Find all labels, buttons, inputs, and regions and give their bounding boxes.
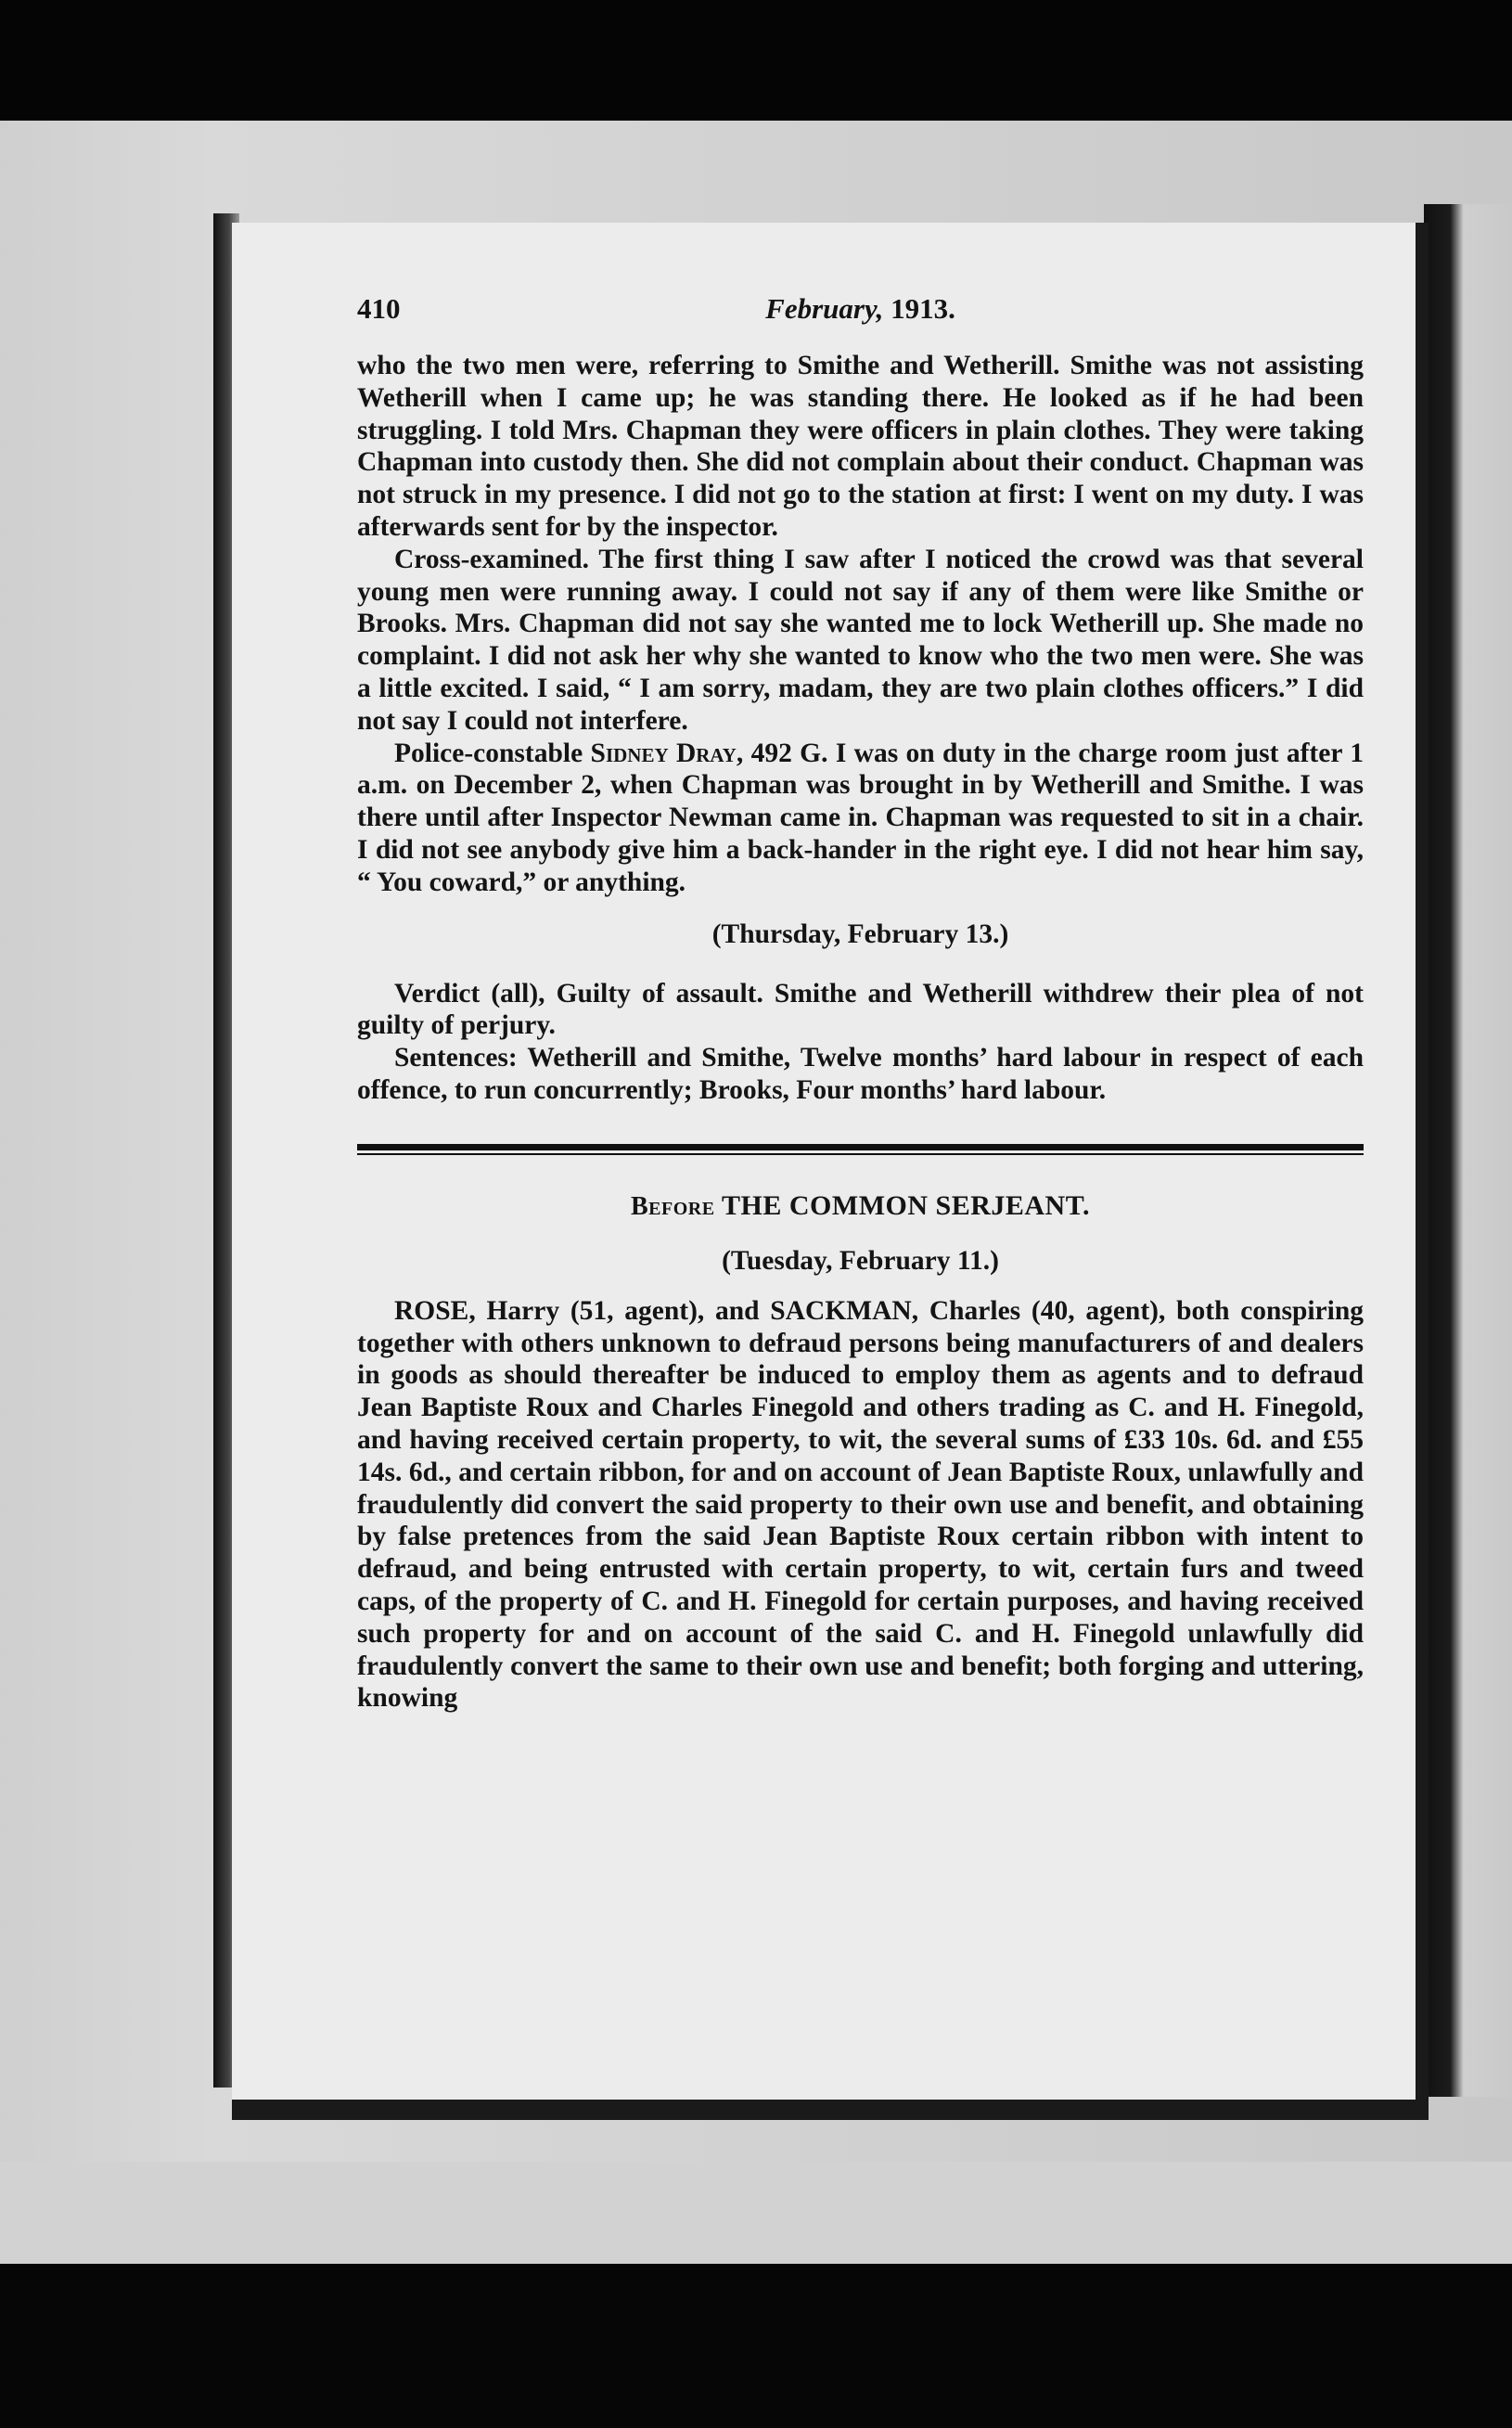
paragraph-cross-examined: Cross-examined. The first thing I saw after I noticed the crowd was that several young men were running away. I could not say if any of them were like Smithe or Brooks. Mrs. Chapman did not say she wanted me to lock Wetherill up. She made no complaint. I did not ask her why she wanted to know who the two men were. She was a little excited. I said, “ I am sorry, madam, they are two plain clothes officers.” I did not say I could not interfere.: [357, 544, 1364, 736]
date-heading-thursday: (Thursday, February 13.): [711, 919, 1009, 949]
court-heading-prefix: Before: [630, 1191, 715, 1221]
paragraph-charge: [357, 1295, 1364, 1715]
court-heading-title: THE COMMON SERJEANT.: [714, 1189, 1090, 1221]
book-page: [232, 223, 1429, 2120]
page-content: [357, 292, 1364, 1715]
paragraph-continued: who the two men were, referring to Smithe and Wetherill. Smithe was not assisting Wetherill when I came up; he was standing there. He looked as if he had been struggling. I told Mrs. Chapman they were officers in plain clothes. They were taking Chapman into custody then. She did not complain about their conduct. Chapman was not struck in my presence. I did not go to the station at first: I went on my duty. I was afterwards sent for by the inspector.: [357, 351, 1364, 542]
witness-name: Sidney Dray: [590, 738, 737, 768]
paragraph-dray-testimony: [357, 738, 1364, 899]
dray-text: , 492 G. I was on duty in the charge room just after 1 a.m. on December 2, when Chapman was brought in by Wetherill and Smithe. I was there until after Inspector Newman came in. Chapman was requested to sit in a chair. I did not see anybody give him a back-hander in the right eye. I did not hear him say, “ You coward,” or anything.: [357, 738, 1364, 897]
page-number: 410: [357, 292, 401, 325]
charge-text: both conspiring together with others unknown to defraud persons being manufacturers of and dealers in goods as should thereafter be induced to employ them as agents and to defraud Jean Baptiste Roux and Charles Finegold and others trading as C. and H. Finegold, and having received certain property, to wit, the several sums of £33 10s. 6d. and £55 14s. 6d., and certain ribbon, for and on account of Jean Baptiste Roux, unlawfully and fraudulently did convert the said property to their own use and benefit, and obtaining by false pretences from the said Jean Baptiste Roux certain ribbon with intent to defraud, and being entrusted with certain property, to wit, certain furs and tweed caps, of the property of C. and H. Finegold for certain purposes, and having received such property for and on account of the said C. and H. Finegold unlawfully did fraudulently convert the same to their own use and benefit; both forging and uttering, knowing: [357, 1295, 1364, 1714]
running-title-year: 1913.: [891, 292, 955, 325]
court-heading: [357, 1190, 1364, 1222]
running-title-month: February,: [765, 292, 884, 325]
paragraph-sentences: Sentences: Wetherill and Smithe, Twelve months’ hard labour in respect of each offence, to run concurrently; Brooks, Four months’ hard labour.: [357, 1043, 1364, 1105]
film-dark-band: [0, 2264, 1512, 2428]
dray-prefix: Police-constable: [394, 738, 591, 768]
section-divider-thin: [357, 1153, 1364, 1155]
book-edge: [1424, 204, 1512, 2097]
paragraph-verdict: Verdict (all), Guilty of assault. Smithe and Wetherill withdrew their plea of not guilty of perjury.: [357, 978, 1364, 1041]
section-divider-thick: [357, 1144, 1364, 1150]
date-heading-tuesday: (Tuesday, February 11.): [722, 1245, 999, 1276]
defendants-names: ROSE, Harry (51, agent), and SACKMAN, Charles (40, agent),: [394, 1295, 1166, 1326]
running-title: [357, 292, 1364, 326]
page-header: [357, 292, 1364, 350]
